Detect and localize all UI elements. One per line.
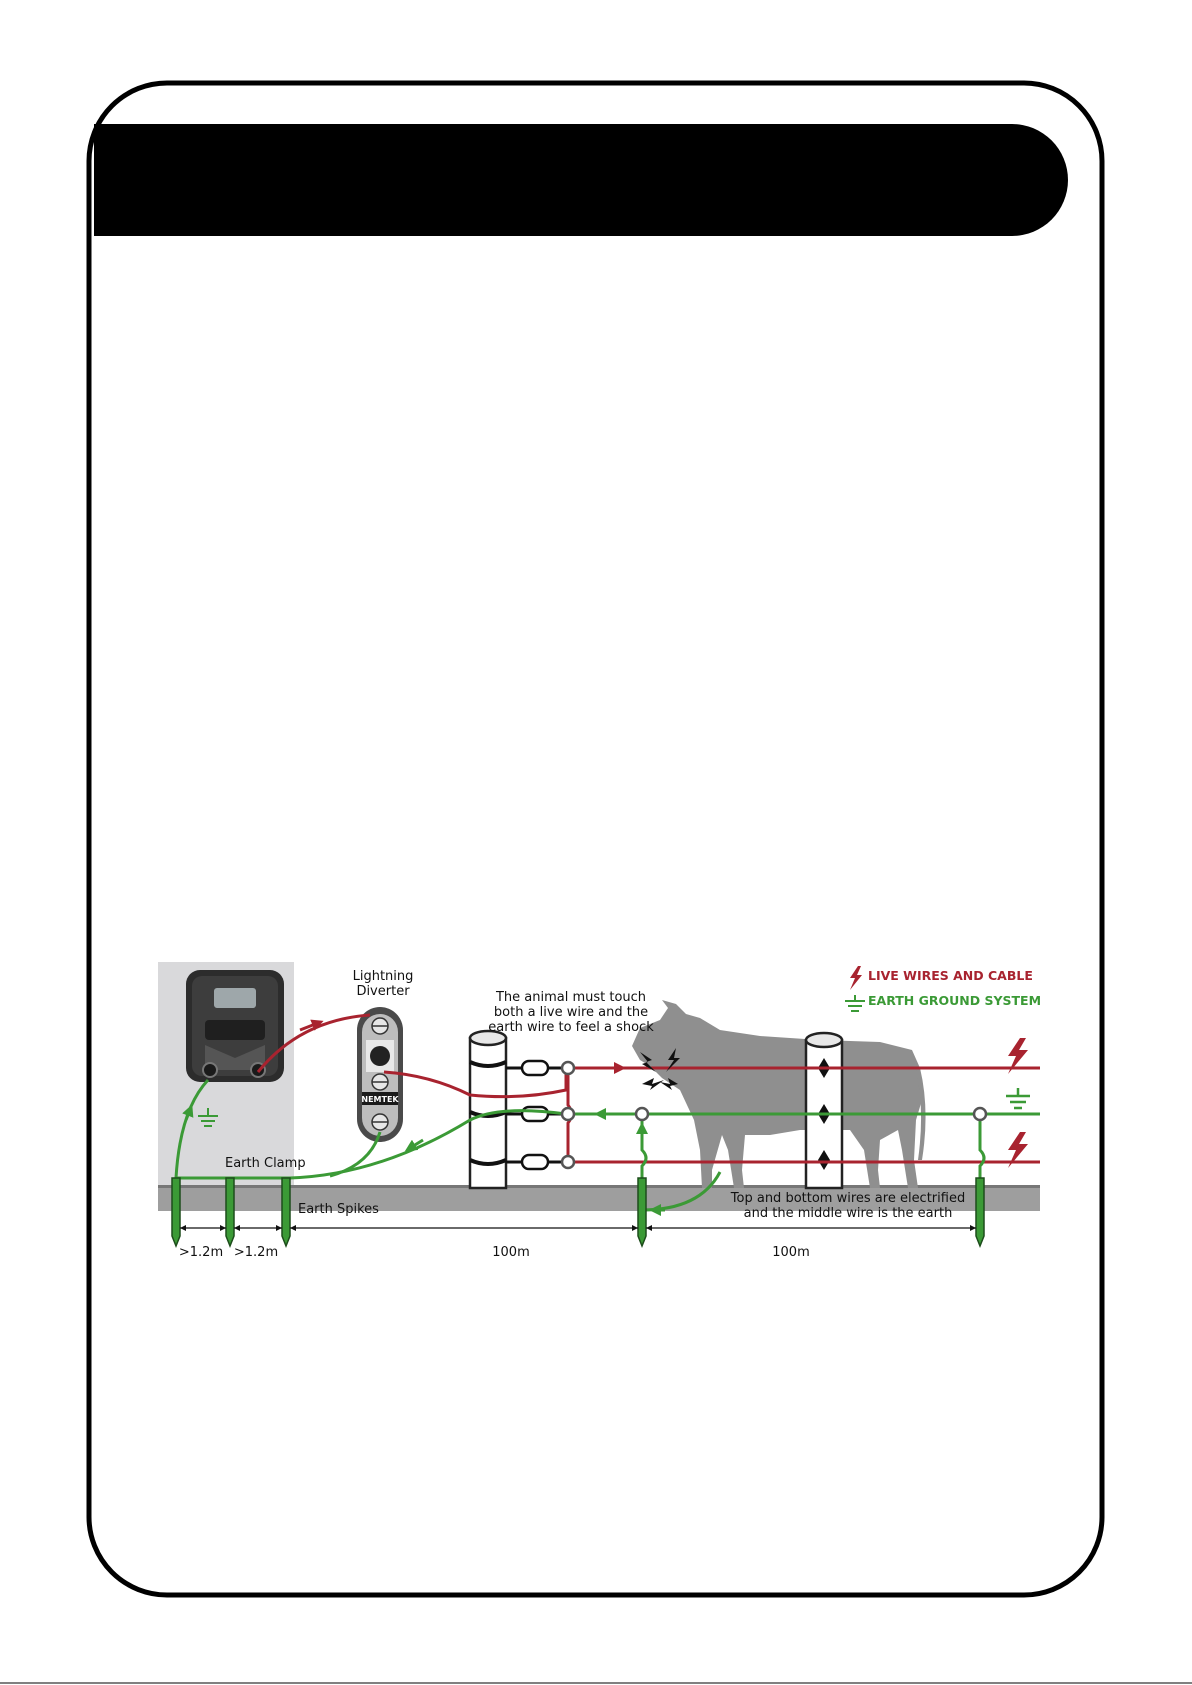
distance-label-4: 100m <box>772 1245 810 1260</box>
legend-live-label: LIVE WIRES AND CABLE <box>868 968 1033 983</box>
earth-spikes-label: Earth Spikes <box>298 1202 379 1217</box>
animal-note-line1: The animal must touch <box>495 990 647 1005</box>
diverter-brand: NEMTEK <box>361 1095 399 1104</box>
distance-label-3: 100m <box>492 1245 530 1260</box>
animal-note-line3: earth wire to feel a shock <box>488 1020 654 1035</box>
legend-earth-label: EARTH GROUND SYSTEM <box>868 993 1042 1008</box>
earth-clamp-label: Earth Clamp <box>225 1156 306 1171</box>
distance-label-2: >1.2m <box>233 1245 279 1260</box>
page-border <box>89 83 1102 1595</box>
animal-note-line2: both a live wire and the <box>493 1005 649 1020</box>
fence-post-1 <box>470 1031 506 1188</box>
wires-note-line1: Top and bottom wires are electrified <box>730 1191 966 1206</box>
energizer-device <box>186 970 284 1082</box>
diverter-label-line1: Lightning <box>352 969 414 984</box>
diverter-label-line2: Diverter <box>356 984 410 999</box>
title-banner <box>94 124 1068 236</box>
fence-post-2 <box>806 1033 842 1188</box>
distance-label-1: >1.2m <box>178 1245 224 1260</box>
wires-note-line2: and the middle wire is the earth <box>743 1206 953 1221</box>
